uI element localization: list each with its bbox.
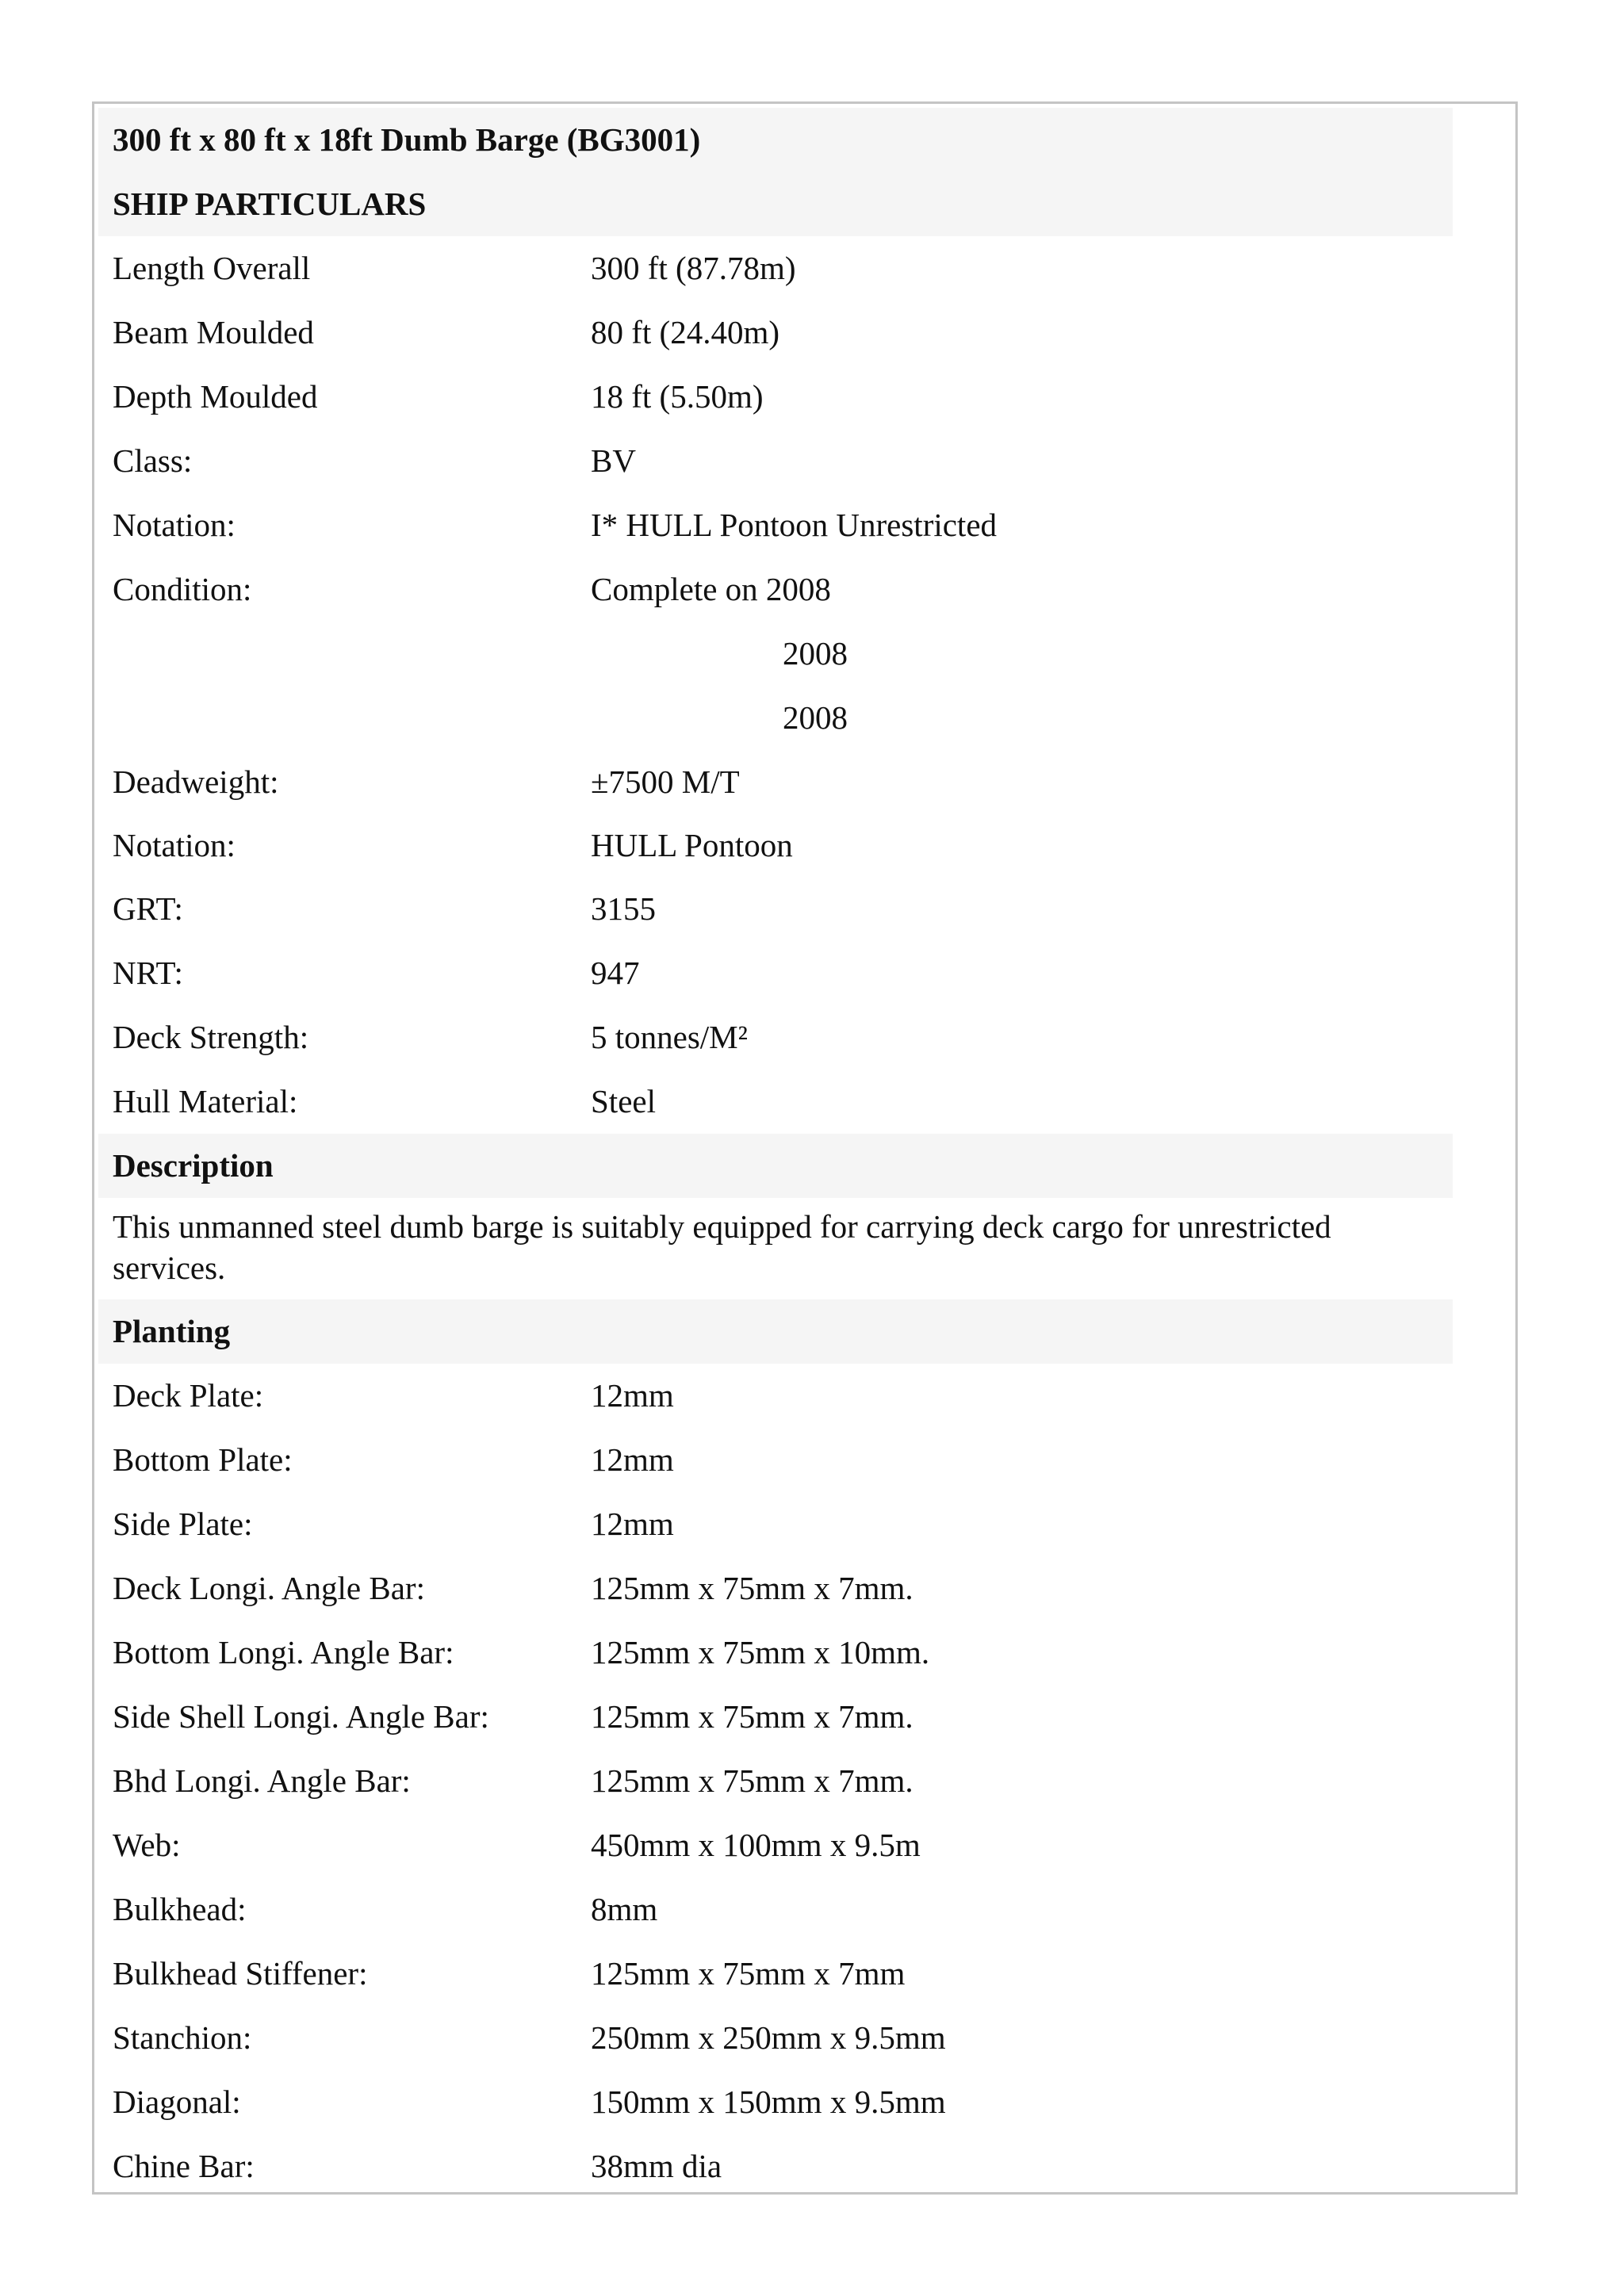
row-value: 38mm dia xyxy=(591,2148,722,2184)
spec-table xyxy=(98,108,1453,2198)
row-value: 5 tonnes/M² xyxy=(591,1019,748,1055)
row-label: Deck Longi. Angle Bar: xyxy=(113,1570,425,1606)
row-label: GRT: xyxy=(113,890,183,927)
table-row xyxy=(98,1364,1453,1428)
row-label: Diagonal: xyxy=(113,2084,241,2120)
planting-heading: Planting xyxy=(98,1299,1453,1364)
row-label: Bottom Plate: xyxy=(113,1441,293,1478)
row-value: 2008 xyxy=(783,699,848,736)
row-value: 300 ft (87.78m) xyxy=(591,250,796,286)
table-row xyxy=(98,2070,1453,2134)
table-row xyxy=(98,1877,1453,1942)
planting-section xyxy=(98,1364,1453,2198)
row-value: 8mm xyxy=(591,1891,658,1927)
row-value: BV xyxy=(591,442,636,479)
row-label: Deadweight: xyxy=(113,763,279,800)
row-value: I* HULL Pontoon Unrestricted xyxy=(591,507,998,543)
row-value: 80 ft (24.40m) xyxy=(591,314,779,350)
table-row xyxy=(98,1685,1453,1749)
table-row xyxy=(98,300,1453,365)
row-label: NRT: xyxy=(113,955,183,991)
row-value: HULL Pontoon xyxy=(591,827,793,863)
row-label: Notation: xyxy=(113,827,236,863)
row-value: 125mm x 75mm x 7mm. xyxy=(591,1762,914,1799)
row-label: Bulkhead Stiffener: xyxy=(113,1955,368,1992)
row-value: 125mm x 75mm x 7mm. xyxy=(591,1570,914,1606)
row-label: Bhd Longi. Angle Bar: xyxy=(113,1762,411,1799)
row-label: Condition: xyxy=(113,571,252,607)
description-text: This unmanned steel dumb barge is suitably equipped for carrying deck cargo for unrestricted services. xyxy=(113,1208,1331,1286)
row-value: 12mm xyxy=(591,1377,674,1414)
row-value: 12mm xyxy=(591,1506,674,1542)
description-heading: Description xyxy=(98,1134,1453,1198)
table-row xyxy=(98,941,1453,1005)
table-row xyxy=(98,1492,1453,1556)
table-row xyxy=(98,2006,1453,2070)
table-row xyxy=(98,493,1453,557)
row-value: 250mm x 250mm x 9.5mm xyxy=(591,2019,946,2056)
table-row xyxy=(98,429,1453,493)
row-label: Stanchion: xyxy=(113,2019,252,2056)
row-label: Class: xyxy=(113,442,193,479)
row-label: Side Shell Longi. Angle Bar: xyxy=(113,1698,489,1735)
table-row xyxy=(98,1556,1453,1621)
table-row xyxy=(98,557,1453,622)
row-label: Deck Strength: xyxy=(113,1019,309,1055)
table-row xyxy=(98,1942,1453,2006)
document-title: 300 ft x 80 ft x 18ft Dumb Barge (BG3001) xyxy=(98,108,1453,172)
row-value: 150mm x 150mm x 9.5mm xyxy=(591,2084,946,2120)
row-label: Length Overall xyxy=(113,250,311,286)
table-row xyxy=(98,1005,1453,1070)
table-row xyxy=(98,1813,1453,1877)
table-row xyxy=(98,1749,1453,1813)
table-row xyxy=(98,877,1453,941)
row-value: 2008 xyxy=(783,635,848,672)
table-row xyxy=(98,1621,1453,1685)
row-label: Beam Moulded xyxy=(113,314,314,350)
row-label: Bulkhead: xyxy=(113,1891,247,1927)
row-label: Hull Material: xyxy=(113,1083,298,1119)
row-value: 125mm x 75mm x 7mm. xyxy=(591,1698,914,1735)
table-row xyxy=(98,686,1453,750)
row-label: Depth Moulded xyxy=(113,378,318,415)
row-value: 18 ft (5.50m) xyxy=(591,378,764,415)
table-row xyxy=(98,236,1453,300)
table-row xyxy=(98,750,1453,813)
row-value: Complete on 2008 xyxy=(591,571,831,607)
row-value: Steel xyxy=(591,1083,656,1119)
table-row xyxy=(98,2134,1453,2198)
row-value: 3155 xyxy=(591,890,656,927)
row-label: Deck Plate: xyxy=(113,1377,264,1414)
table-row xyxy=(98,1070,1453,1134)
table-row xyxy=(98,622,1453,686)
row-value: 12mm xyxy=(591,1441,674,1478)
row-label: Side Plate: xyxy=(113,1506,253,1542)
row-label: Chine Bar: xyxy=(113,2148,255,2184)
particulars-heading: SHIP PARTICULARS xyxy=(98,172,1453,236)
row-value: 450mm x 100mm x 9.5m xyxy=(591,1827,921,1863)
table-row xyxy=(98,813,1453,877)
table-row xyxy=(98,1428,1453,1492)
table-row xyxy=(98,365,1453,429)
row-label: Notation: xyxy=(113,507,236,543)
row-value: ±7500 M/T xyxy=(591,763,740,800)
row-label: Web: xyxy=(113,1827,181,1863)
row-value: 125mm x 75mm x 7mm xyxy=(591,1955,906,1992)
particulars-section xyxy=(98,236,1453,1134)
row-label: Bottom Longi. Angle Bar: xyxy=(113,1634,454,1670)
row-value: 947 xyxy=(591,955,640,991)
row-value: 125mm x 75mm x 10mm. xyxy=(591,1634,930,1670)
